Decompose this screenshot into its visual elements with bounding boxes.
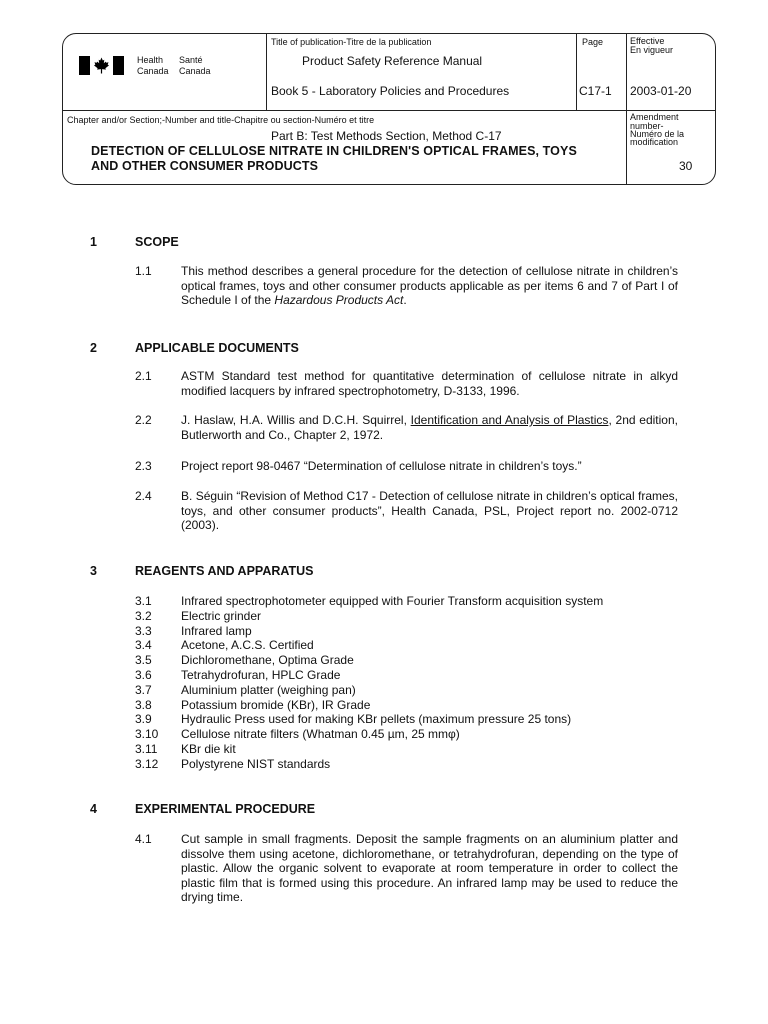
para-2-3: Project report 98-0467 “Determination of cellulose nitrate in children’s toys.”: [181, 459, 582, 473]
amendment-label-3: Numéro de la: [630, 129, 685, 139]
list-item: Electric grinder: [181, 608, 262, 623]
list-item: Acetone, A.C.S. Certified: [181, 638, 314, 653]
section-3-number: 3: [90, 564, 97, 578]
amendment-label-2: number-: [630, 121, 664, 131]
part-title: Part B: Test Methods Section, Method C-17: [271, 129, 502, 143]
pub-title: Product Safety Reference Manual: [302, 54, 483, 68]
list-item: Hydraulic Press used for making KBr pellets (maximum pressure 25 tons): [181, 712, 572, 727]
list-item-number: 3.6: [135, 668, 152, 682]
header-divider-horizontal: [62, 110, 716, 111]
para-4-1: Cut sample in small fragments. Deposit the sample fragments on an aluminium platter and dissolve them using acetone, dichloromethane, or tetrahydrofuran, depending on the type of plastic. Allow the organic solvent to evaporate at room temperature in order to collect the plastic film that is formed using this procedure. An infrared lamp may be used to reduce the drying time.: [181, 832, 678, 905]
para-4-1-number: 4.1: [135, 832, 152, 846]
document-title-line2: AND OTHER CONSUMER PRODUCTS: [91, 159, 319, 173]
section-3-title: REAGENTS AND APPARATUS: [135, 564, 314, 578]
para-1-1-number: 1.1: [135, 264, 152, 278]
section-4-number: 4: [90, 802, 97, 816]
list-item-number: 3.9: [135, 712, 152, 727]
para-2-2: [181, 413, 678, 442]
para-2-2-post: , 2nd edition, Butlerworth and Co., Chapter 2, 1972.: [181, 413, 678, 442]
list-item-number: 3.5: [135, 653, 152, 668]
para-2-3-number: 2.3: [135, 459, 152, 473]
para-2-2-book-title: Identification and Analysis of Plastics: [410, 413, 609, 427]
amendment-label-1: Amendment: [630, 112, 679, 122]
org-en-line2: Canada: [137, 66, 169, 76]
list-item: Dichloromethane, Optima Grade: [181, 653, 354, 668]
list-item-number: 3.1: [135, 594, 152, 608]
para-1-1-act: Hazardous Products Act: [274, 293, 404, 308]
list-item: Potassium bromide (KBr), IR Grade: [181, 697, 371, 712]
list-item: Aluminium platter (weighing pan): [181, 682, 356, 697]
effective-value: 2003-01-20: [630, 84, 692, 98]
amendment-value: 30: [679, 159, 693, 173]
header-divider-right: [626, 33, 627, 185]
list-item: Infrared spectrophotometer equipped with Fourier Transform acquisition system: [181, 594, 604, 608]
para-2-1: ASTM Standard test method for quantitative determination of cellulose nitrate in alkyd modified lacquers by infrared spectrophotometry, D-3133, 1996.: [181, 369, 678, 398]
page-label: Page: [582, 37, 604, 47]
maple-leaf-icon: [93, 57, 110, 74]
list-item-number: 3.4: [135, 638, 152, 653]
para-2-4-number: 2.4: [135, 489, 152, 503]
org-fr-line2: Canada: [179, 66, 211, 76]
para-2-2-number: 2.2: [135, 413, 152, 427]
list-item: Cellulose nitrate filters (Whatman 0.45 µm, 25 mmφ): [181, 727, 460, 742]
amendment-label-4: modification: [630, 137, 679, 147]
list-item-number: 3.2: [135, 608, 152, 623]
section-1-title: SCOPE: [135, 235, 179, 249]
list-item-number: 3.3: [135, 623, 152, 638]
list-item-number: 3.7: [135, 682, 152, 697]
chapter-label: Chapter and/or Section;-Number and title-Chapitre ou section-Numéro et titre: [67, 115, 375, 125]
section-2-title: APPLICABLE DOCUMENTS: [135, 341, 299, 355]
para-2-1-number: 2.1: [135, 369, 152, 383]
list-item-number: 3.12: [135, 756, 159, 771]
list-item-number: 3.10: [135, 727, 159, 742]
list-item: Tetrahydrofuran, HPLC Grade: [181, 668, 341, 682]
effective-label-en: Effective: [630, 36, 665, 46]
effective-label-fr: En vigueur: [630, 45, 674, 55]
org-en-line1: Health: [137, 55, 164, 65]
list-item: KBr die kit: [181, 742, 236, 756]
canada-flag-logo: [79, 56, 124, 75]
list-item: Infrared lamp: [181, 623, 252, 638]
para-1-1-text: This method describes a general procedure for the detection of cellulose nitrate in children’s optical frames, toys and other consumer products applicable as per items 6 and 7 of Part I of Schedule I of the: [181, 264, 678, 308]
section-2-number: 2: [90, 341, 97, 355]
header-divider-logo: [266, 33, 267, 110]
list-item-number: 3.8: [135, 697, 152, 712]
page-value: C17-1: [579, 84, 612, 98]
para-2-2-pre: J. Haslaw, H.A. Willis and D.C.H. Squirrel,: [181, 413, 411, 427]
para-1-1-end: .: [403, 293, 407, 308]
pub-title-label: Title of publication-Titre de la publication: [271, 37, 432, 47]
header-divider-page: [576, 33, 577, 110]
list-item: Polystyrene NIST standards: [181, 756, 331, 771]
document-title-line1: DETECTION OF CELLULOSE NITRATE IN CHILDREN'S OPTICAL FRAMES, TOYS: [91, 144, 577, 158]
book-title: Book 5 - Laboratory Policies and Procedures: [271, 84, 510, 98]
para-1-1: [181, 264, 678, 308]
para-2-4: B. Séguin “Revision of Method C17 - Detection of cellulose nitrate in children’s optical frames, toys, and other consumer products”, Health Canada, PSL, Project report no. 2002-0712 (2003).: [181, 489, 678, 533]
section-1-number: 1: [90, 235, 97, 249]
org-fr-line1: Santé: [179, 55, 203, 65]
section-4-title: EXPERIMENTAL PROCEDURE: [135, 802, 316, 816]
list-item-number: 3.11: [135, 742, 158, 756]
